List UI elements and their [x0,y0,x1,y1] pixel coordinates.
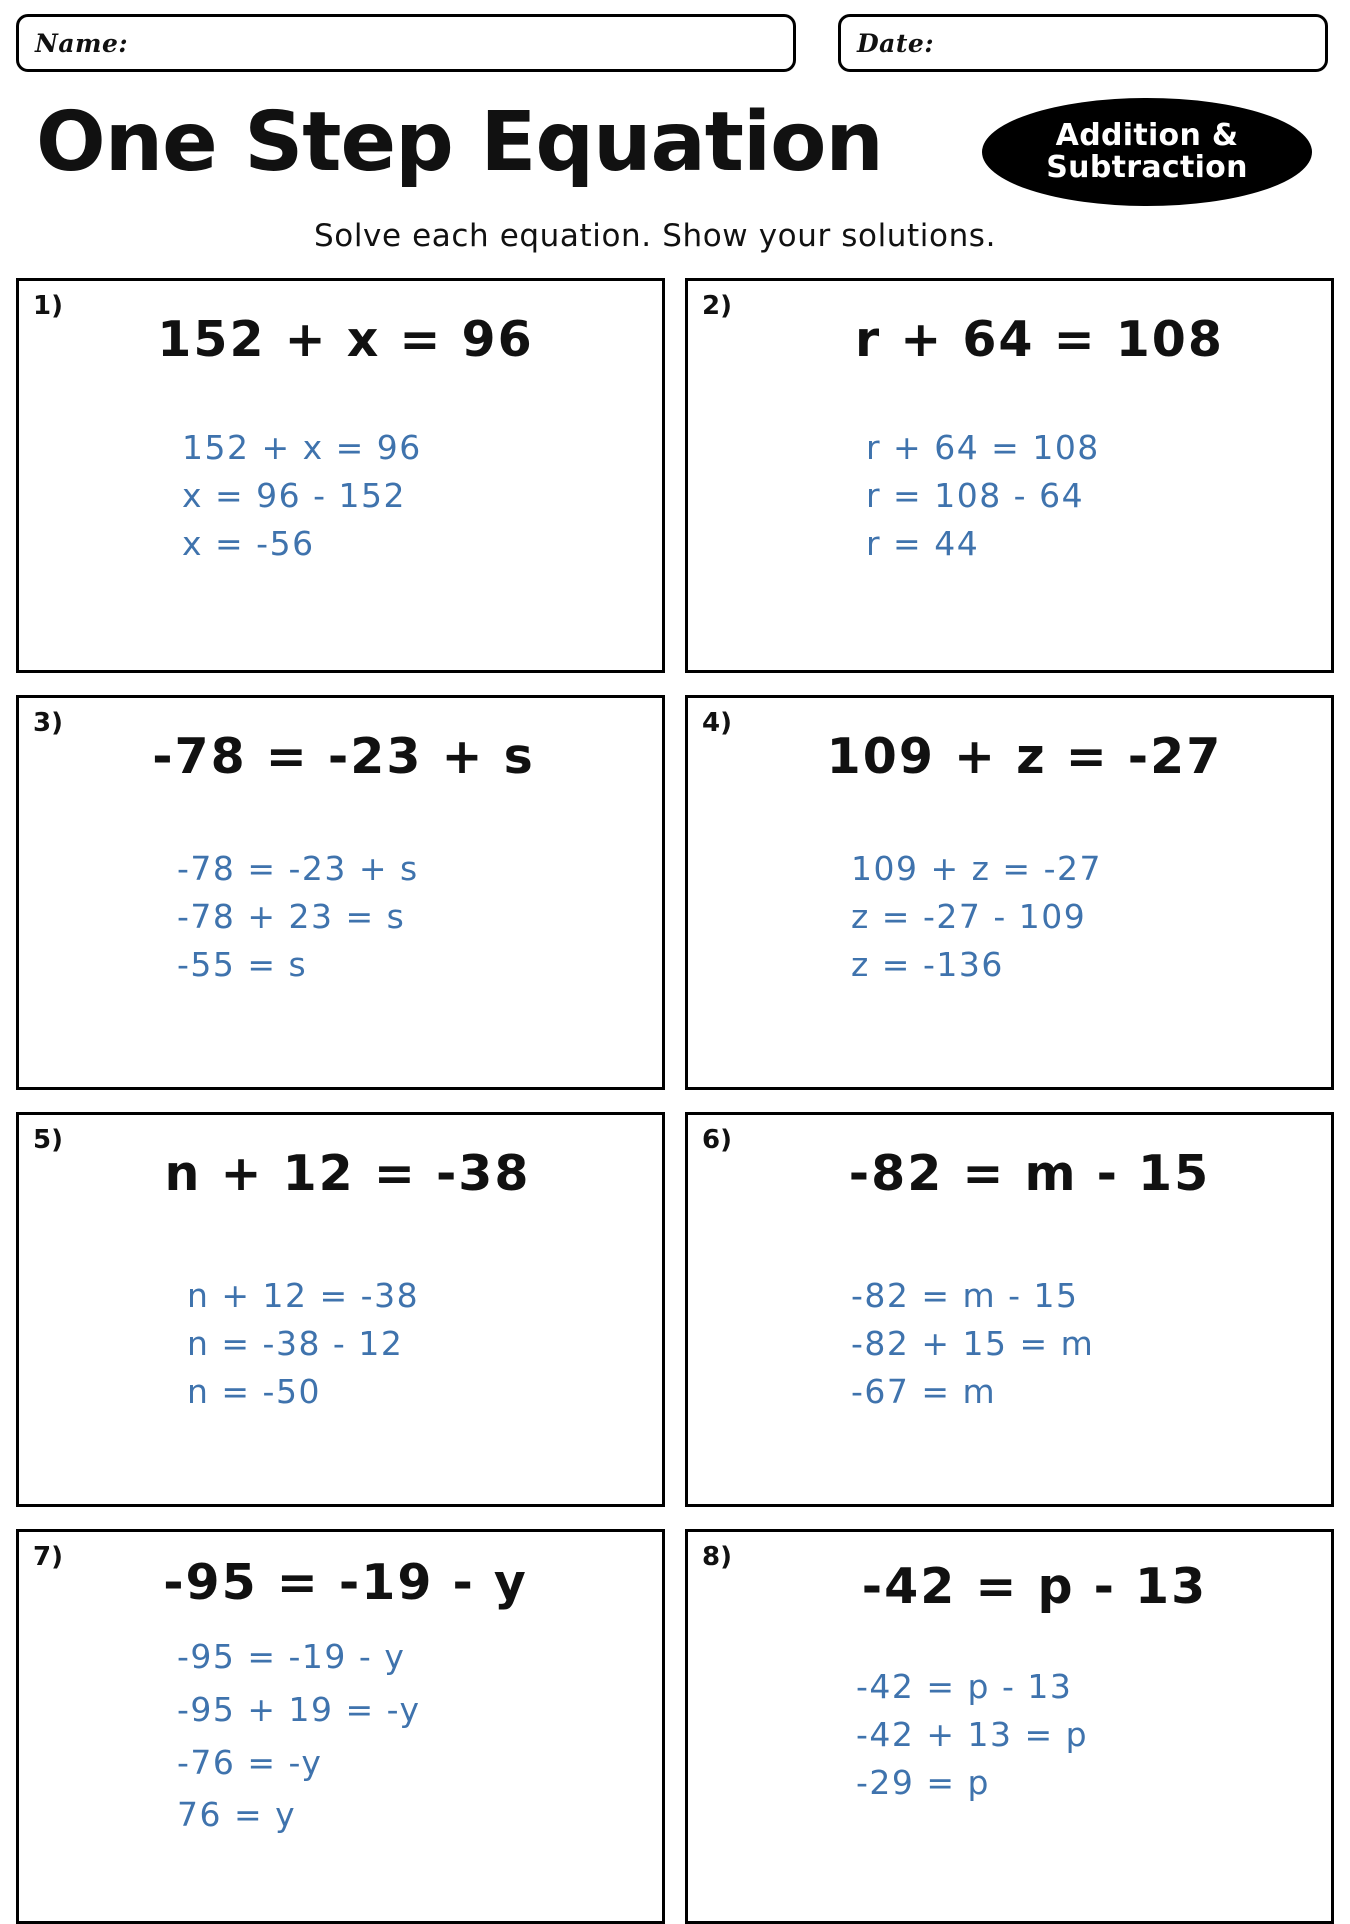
problem-solution [37,424,644,568]
problem-number: 2) [702,291,732,321]
problem-solution [37,845,644,989]
solution-line: r + 64 = 108 [866,428,1100,467]
problem-equation: -42 = p - 13 [861,1558,1208,1615]
solution-line: -29 = p [856,1762,990,1802]
problem-solution [706,1272,1313,1416]
solution-line: r = 44 [866,523,980,563]
problem-number: 7) [33,1542,63,1572]
solution-line: -95 = -19 - y [177,1637,406,1676]
solution-line: z = -27 - 109 [851,896,1087,936]
solution-line: r = 108 - 64 [866,475,1085,515]
problem-solution [37,1272,644,1416]
solution-line: x = 96 - 152 [182,475,407,515]
solution-line: -55 = s [177,944,308,984]
problem-equation: -82 = m - 15 [848,1145,1211,1202]
solution-line: -78 = -23 + s [177,849,419,888]
problem-equation: 109 + z = -27 [826,728,1223,785]
name-label: Name: [35,28,129,58]
problem-equation: n + 12 = -38 [164,1145,531,1202]
problem-solution [706,1663,1313,1807]
problem-6 [685,1112,1334,1507]
problem-equation: 152 + x = 96 [157,311,534,368]
problem-solution [37,1631,644,1842]
date-label: Date: [857,28,935,58]
problem-number: 5) [33,1125,63,1155]
solution-line: -78 + 23 = s [177,896,406,936]
date-field[interactable] [838,14,1328,72]
problem-number: 4) [702,708,732,738]
problem-8 [685,1529,1334,1924]
solution-line: -67 = m [851,1371,997,1411]
student-info-row [16,14,1334,72]
problem-number: 6) [702,1125,732,1155]
problem-7 [16,1529,665,1924]
problem-number: 8) [702,1542,732,1572]
problem-solution [706,845,1313,989]
instructions: Solve each equation. Show your solutions. [313,218,997,254]
problem-number: 3) [33,708,63,738]
solution-line: -82 + 15 = m [851,1323,1095,1363]
solution-line: -76 = -y [177,1742,323,1782]
solution-line: n = -38 - 12 [187,1323,404,1363]
solution-line: 76 = y [177,1795,297,1835]
problem-1 [16,278,665,673]
topic-badge-line2: Subtraction [1046,150,1248,185]
topic-badge [982,98,1312,206]
solution-line: -42 = p - 13 [856,1667,1073,1706]
problem-grid [16,278,1334,1924]
solution-line: n = -50 [187,1371,321,1411]
solution-line: -82 = m - 15 [851,1276,1079,1315]
solution-line: -42 + 13 = p [856,1714,1089,1754]
solution-line: z = -136 [851,944,1004,984]
problem-equation: r + 64 = 108 [855,311,1224,368]
problem-5 [16,1112,665,1507]
problem-solution [706,424,1313,568]
problem-number: 1) [33,291,63,321]
name-field[interactable] [16,14,796,72]
solution-line: x = -56 [182,523,315,563]
solution-line: 109 + z = -27 [851,849,1102,888]
solution-line: n + 12 = -38 [187,1276,420,1315]
title-row [16,95,1334,212]
problem-equation: -95 = -19 - y [163,1554,528,1611]
problem-4 [685,695,1334,1090]
problem-equation: -78 = -23 + s [152,728,535,785]
topic-badge-line1: Addition & [1055,117,1239,153]
page-title: One Step Equation [36,95,883,190]
solution-line: -95 + 19 = -y [177,1689,421,1729]
problem-3 [16,695,665,1090]
problem-2 [685,278,1334,673]
solution-line: 152 + x = 96 [182,428,422,467]
